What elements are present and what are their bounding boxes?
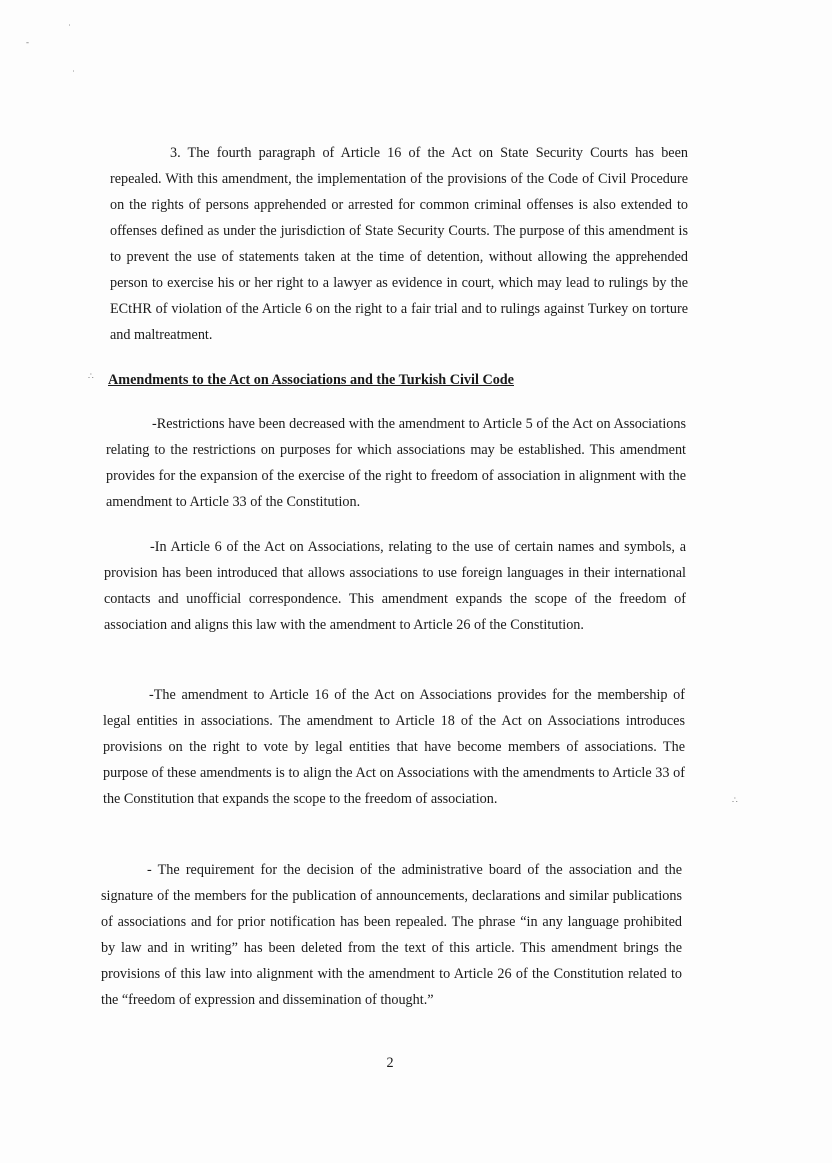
scan-speck: ˙ [68, 23, 71, 33]
paragraph-article-5: -Restrictions have been decreased with the amendment to Article 5 of the Act on Associations relating to the restrictions on purposes for which associations may be established. This amendment provides for the expansion of the exercise of the right to freedom of association in alignment with the amendment to Article 33 of the Constitution. [106, 416, 686, 510]
scan-speck: - [26, 37, 29, 47]
section-heading: Amendments to the Act on Associations and the Turkish Civil Code [108, 372, 514, 388]
paragraph-article-16-18: -The amendment to Article 16 of the Act on Associations provides for the membership of legal entities in associations. The amendment to Article 18 of the Act on Associations introduces provisions on the right to vote by legal entities that have become members of associations. The purpose of these amendments is to align the Act on Associations with the amendments to Article 33 of the Constitution that expands the scope to the freedom of association. [103, 687, 685, 807]
paragraph-article-6: -In Article 6 of the Act on Associations, relating to the use of certain names and symbols, a provision has been introduced that allows associations to use foreign languages in their international contacts and unofficial correspondence. This amendment expands the scope of the freedom of association and aligns this law with the amendment to Article 26 of the Constitution. [104, 539, 686, 633]
scan-speck: ∴ [732, 795, 738, 805]
paragraph-state-security-courts: 3. The fourth paragraph of Article 16 of the Act on State Security Courts has been repealed. With this amendment, the implementation of the provisions of the Code of Civil Procedure on the rights of persons apprehended or arrested for common criminal offenses is also extended to offenses defined as under the jurisdiction of State Security Courts. The purpose of this amendment is to prevent the use of statements taken at the time of detention, without allowing the apprehended person to exercise his or her right to a lawyer as evidence in court, which may lead to rulings by the ECtHR of violation of the Article 6 on the right to a fair trial and to rulings against Turkey on torture and maltreatment. [110, 145, 688, 343]
page-number: 2 [386, 1055, 394, 1071]
scan-speck: ∴ [88, 371, 94, 381]
paragraph-publications: - The requirement for the decision of the administrative board of the association and the signature of the members for the publication of announcements, declarations and similar publications of associations and for prior notification has been repealed. The phrase “in any language prohibited by law and in writing” has been deleted from the text of this article. This amendment brings the provisions of this law into alignment with the amendment to Article 26 of the Constitution related to the “freedom of expression and dissemination of thought.” [101, 862, 682, 1008]
scan-speck: ˙ [72, 69, 75, 79]
